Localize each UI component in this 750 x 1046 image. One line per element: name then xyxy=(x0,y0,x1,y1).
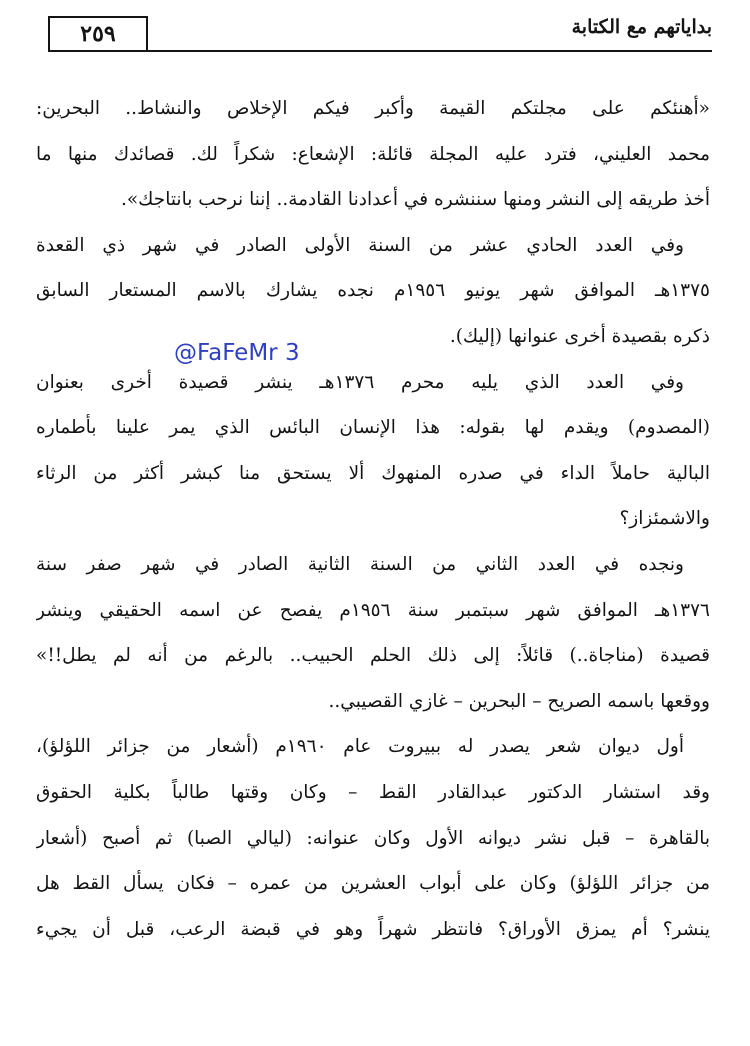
text-line: ذكره بقصيدة أخرى عنوانها (إليك). xyxy=(449,325,710,347)
text-line: قصيدة (مناجاة..) قائلاً: إلى ذلك الحلم الحبيب.. بالرغم من أنه لم يطل!!» xyxy=(36,645,710,667)
text-line: ١٣٧٦هـ الموافق شهر سبتمبر سنة ١٩٥٦م يفصح عن اسمه الحقيقي وينشر xyxy=(36,599,710,621)
header-rule xyxy=(48,50,712,52)
text-line: أخذ طريقه إلى النشر ومنها سننشره في أعدادنا القادمة.. إننا نرحب بانتاجك». xyxy=(120,189,710,211)
page-number: ٢٥٩ xyxy=(48,16,148,50)
text-line: وفي العدد الحادي عشر من السنة الأولى الصادر في شهر ذي القعدة xyxy=(36,234,684,256)
running-title: بداياتهم مع الكتابة xyxy=(571,16,712,38)
text-line: وقد استشار الدكتور عبدالقادر القط – وكان وقتها طالباً بكلية الحقوق xyxy=(36,781,710,803)
text-line: ونجده في العدد الثاني من السنة الثانية الصادر في شهر صفر سنة xyxy=(36,553,684,575)
text-line: (المصدوم) ويقدم لها بقوله: هذا الإنسان البائس الذي يمر علينا بأطماره xyxy=(36,417,710,439)
page-header xyxy=(40,6,712,54)
watermark-text: @FaFeMr 3 xyxy=(168,340,306,366)
text-line: «أهنئكم على مجلتكم القيمة وأكبر فيكم الإخلاص والنشاط.. البحرين: xyxy=(36,98,710,119)
text-line: ١٣٧٥هـ الموافق شهر يونيو ١٩٥٦م نجده يشارك بالاسم المستعار السابق xyxy=(36,280,710,302)
text-line: ينشر؟ أم يمزق الأوراق؟ فانتظر شهراً وهو في قبضة الرعب، قبل أن يجيء xyxy=(36,918,710,940)
text-line: من جزائر اللؤلؤ) وكان على أبواب العشرين من عمره – فكان يسأل القط هل xyxy=(36,873,710,895)
text-line: محمد العليني، فترد عليه المجلة قائلة: الإشعاع: شكراً لك. قصائدك منها ما xyxy=(36,143,710,165)
body-text xyxy=(36,86,710,952)
text-line: وفي العدد الذي يليه محرم ١٣٧٦هـ ينشر قصيدة أخرى بعنوان xyxy=(36,371,684,393)
text-line: بالقاهرة – قبل نشر ديوانه الأول وكان عنوانه: (ليالي الصبا) ثم أصبح (أشعار xyxy=(36,827,710,849)
text-line: أول ديوان شعر يصدر له ببيروت عام ١٩٦٠م (أشعار من جزائر اللؤلؤ)، xyxy=(36,736,684,758)
text-line: والاشمئزاز؟ xyxy=(619,508,710,530)
text-line: ووقعها باسمه الصريح – البحرين – غازي القصيبي.. xyxy=(328,690,710,712)
text-line: البالية حاملاً الداء في صدره المنهوك ألا يستحق منا كبشر أكثر من الرثاء xyxy=(36,462,710,484)
